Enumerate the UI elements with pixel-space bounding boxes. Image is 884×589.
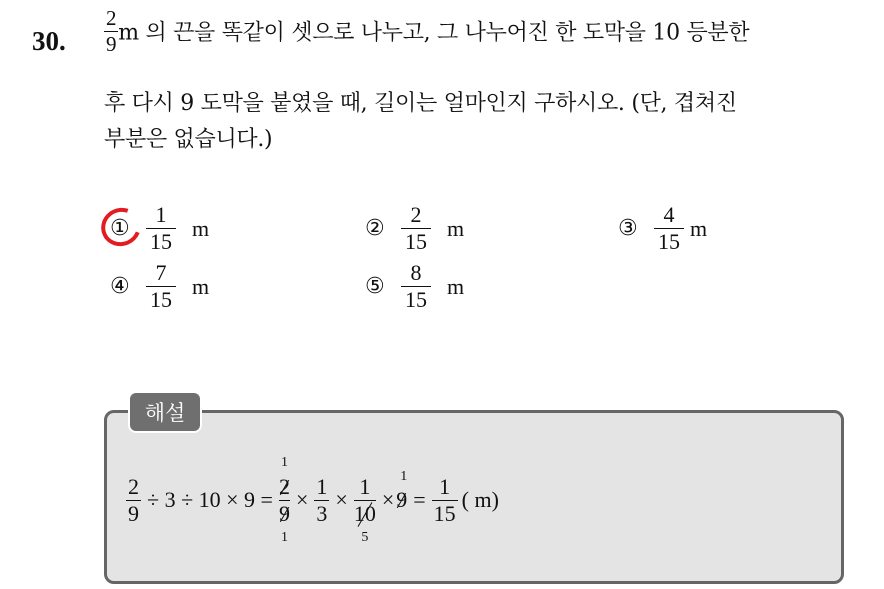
question-frac-den: 9 <box>106 32 117 56</box>
choice-num: 4 <box>663 202 675 227</box>
choice-5[interactable] <box>365 262 464 311</box>
choice-3[interactable] <box>618 204 707 253</box>
eq-times: × <box>295 487 309 512</box>
choice-unit: m <box>447 273 465 299</box>
choice-den: 15 <box>405 229 427 254</box>
choice-label: ⑤ <box>365 274 385 299</box>
choice-label: ③ <box>618 216 638 241</box>
eq-times: × <box>381 487 395 512</box>
question-line1-text: m 의 끈을 똑같이 셋으로 나누고, 그 나누어진 한 도막을 10 등분한 <box>118 20 750 46</box>
choice-unit: m <box>690 215 708 241</box>
question-number: 30. <box>32 26 66 56</box>
eq-equals: = <box>413 487 426 512</box>
solution-tab: 해설 <box>128 391 202 433</box>
eq-cancel-9: 1 9 <box>396 469 408 512</box>
choice-den: 15 <box>658 229 680 254</box>
eq-frac-1: $\frac{2}{9}$ <box>128 473 139 526</box>
choice-den: 15 <box>150 229 172 254</box>
question-line-3: 부분은 없습니다.) <box>104 127 273 152</box>
choice-num: 2 <box>410 202 422 227</box>
eq-times: × <box>335 487 348 512</box>
eq-cancel-frac-2: 1 10 5 <box>353 473 376 545</box>
choice-num: 7 <box>155 260 167 285</box>
choice-label: ① <box>110 216 130 241</box>
choice-4[interactable] <box>110 262 209 311</box>
choice-num: 1 <box>155 202 167 227</box>
choice-den: 15 <box>150 287 172 312</box>
solution-equation <box>126 454 499 545</box>
choice-label: ② <box>365 216 385 241</box>
eq-cancel-frac-1: 1 2 9 1 <box>278 454 290 545</box>
choice-label: ④ <box>110 274 130 299</box>
question-line-1 <box>104 6 750 57</box>
question-line-2: 후 다시 9 도막을 붙였을 때, 길이는 얼마인지 구하시오. (단, 겹쳐진 <box>104 91 737 116</box>
eq-result: $\frac{1}{15}$ <box>433 473 456 526</box>
eq-unit: ( m) <box>461 487 499 512</box>
eq-ops: ÷ 3 ÷ 10 × 9 = <box>147 487 273 512</box>
choice-unit: m <box>447 215 465 241</box>
question-fraction <box>104 8 118 55</box>
question-frac-num: 2 <box>106 6 117 30</box>
choice-unit: m <box>192 215 210 241</box>
choice-num: 8 <box>410 260 422 285</box>
eq-frac-2: $\frac{1}{3}$ <box>316 473 328 526</box>
choice-den: 15 <box>405 287 427 312</box>
choice-unit: m <box>192 273 210 299</box>
choice-2[interactable] <box>365 204 464 253</box>
